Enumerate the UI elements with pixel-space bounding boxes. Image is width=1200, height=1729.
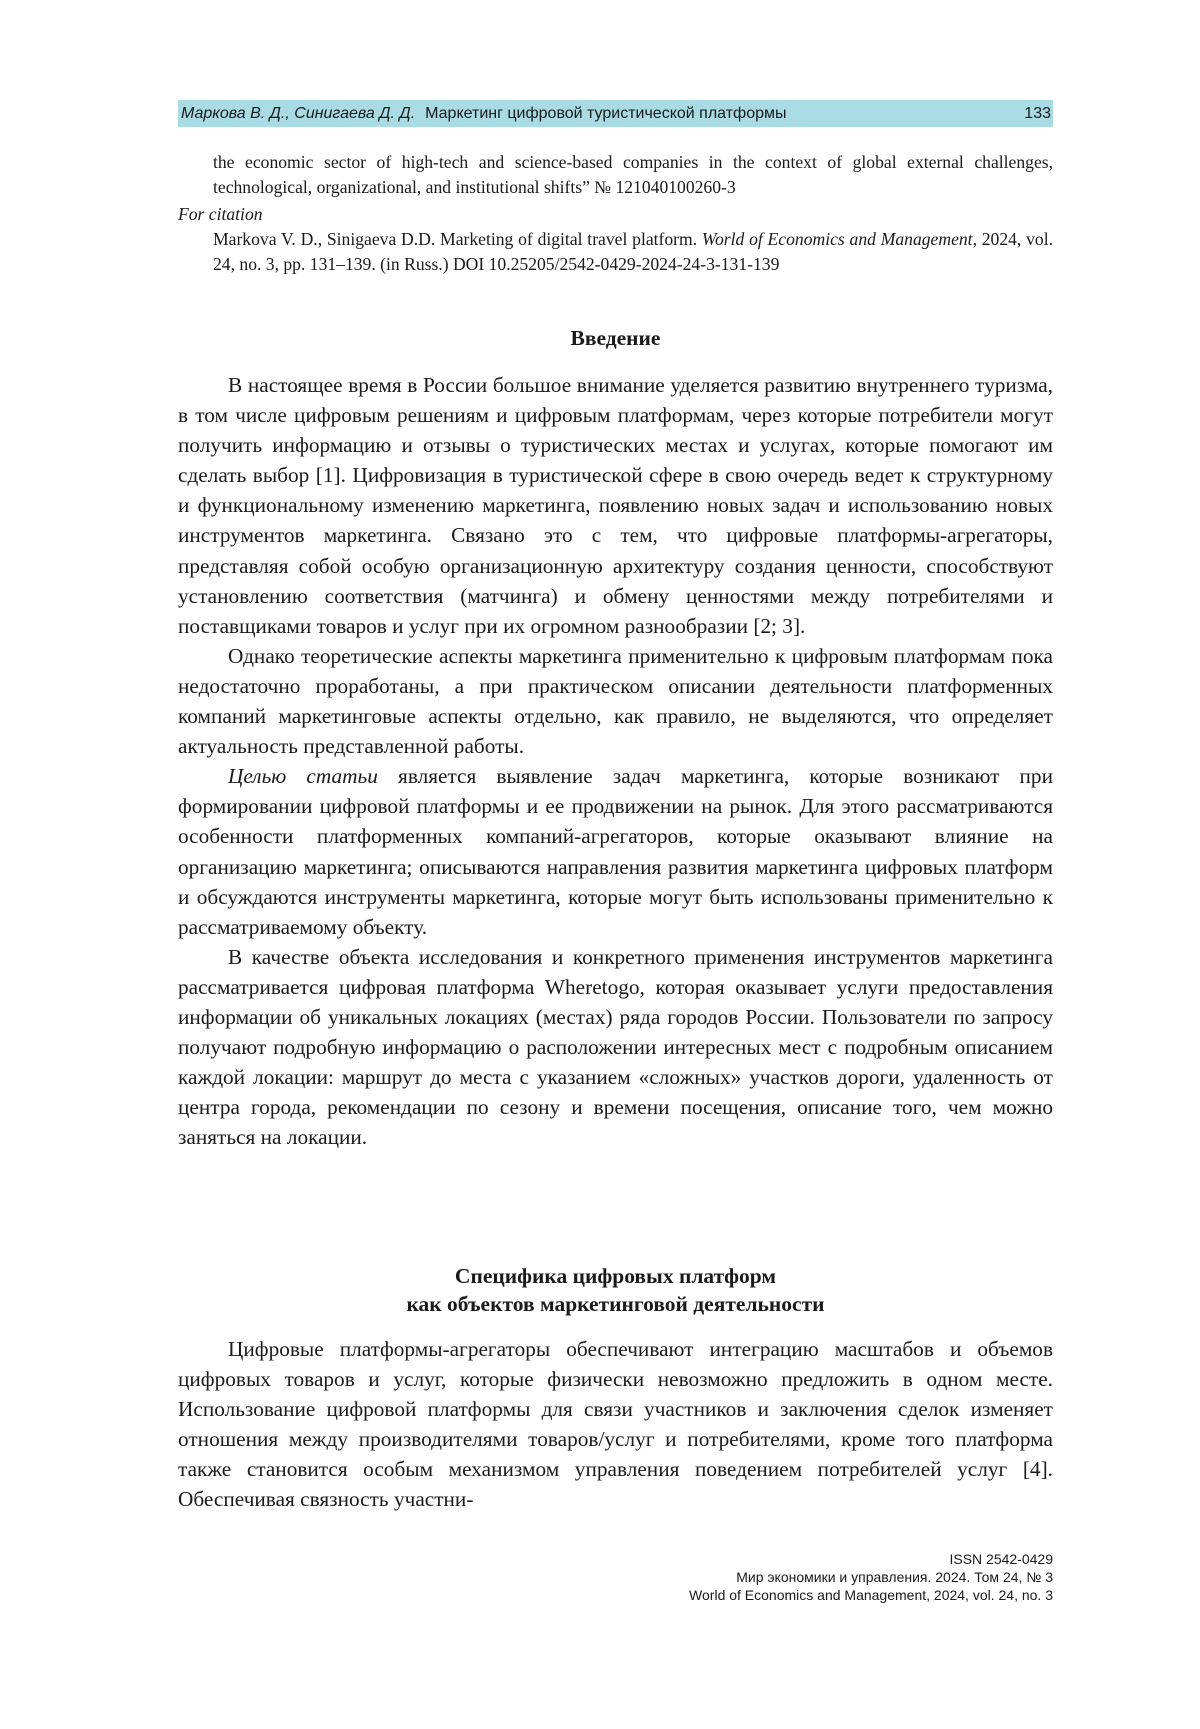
footer-journal-ru: Мир экономики и управления. 2024. Том 24, № 3: [736, 1569, 1053, 1585]
funding-text: the economic sector of high-tech and science-based companies in the context of global external challenges, technological, organizational, and institutional shifts” № 121040100260-3: [213, 152, 1053, 197]
paragraph: В качестве объекта исследования и конкретного применения инструментов маркетинга рассматривается цифровая платформа Wheretogo, которая оказывает услуги предоставления информации об уникальных локациях (местах) ряда городов России. Пользователи по запросу получают подробную информацию о расположении интересных мест с подробным описанием каждой локации: маршрут до места с указанием «сложных» участков дороги, удаленность от центра города, рекомендации по сезону и времени посещения, описание того, чем можно заняться на локации.: [178, 944, 1053, 1150]
page-number: 133: [1024, 104, 1051, 122]
footer-journal-en: World of Economics and Management, 2024, vol. 24, no. 3: [689, 1587, 1053, 1603]
citation-text: Markova V. D., Sinigaeva D.D. Marketing of digital travel platform. World of Economics and Management, 2024, vol. 24, no. 3, pp. 131–139. (in Russ.) DOI 10.25205/2542-0429-2024-24-3-131-139: [213, 229, 1053, 274]
front-matter: [178, 150, 1053, 277]
citation-journal: World of Economics and Management: [701, 229, 973, 249]
section-heading-platforms: Специфика цифровых платформ как объектов маркетинговой деятельности: [406, 1264, 825, 1316]
running-header: [178, 100, 1053, 127]
section-platform-specifics: [178, 1262, 1053, 1515]
header-authors: Маркова В. Д., Синигаева Д. Д.: [181, 104, 416, 122]
paragraph: Однако теоретические аспекты маркетинга применительно к цифровым платформам пока недостаточно проработаны, а при практическом описании деятельности платформенных компаний маркетинговые аспекты отдельно, как правило, не выделяются, что определяет актуальность представленной работы.: [178, 643, 1053, 759]
paragraph: Цифровые платформы-агрегаторы обеспечивают интеграцию масштабов и объемов цифровых товаров и услуг, которые физически невозможно предложить в одном месте. Использование цифровой платформы для связи участников и заключения сделок изменяет отношения между производителями товаров/услуг и потребителями, кроме того платформа также становится особым механизмом управления поведением потребителей услуг [4]. Обеспечивая связность участни-: [178, 1337, 1053, 1512]
header-title: Маркетинг цифровой туристической платформы: [425, 104, 787, 122]
paragraph: В настоящее время в России большое внимание уделяется развитию внутреннего туризма, в том числе цифровым решениям и цифровым платформам, через которые потребители могут получить информацию и отзывы о туристических местах и услугах, которые помогают им сделать выбор [1]. Цифровизация в туристической сфере в свою очередь ведет к структурному и функциональному изменению маркетинга, появлению новых задач и использованию новых инструментов маркетинга. Связано это с тем, что цифровые платформы-агрегаторы, представляя собой особую организационную архитектуру создания ценности, способствуют установлению соответствия (матчинга) и обмену ценностями между потребителями и поставщиками товаров и услуг при их огромном разнообразии [2; 3].: [178, 373, 1053, 638]
citation-label: For citation: [178, 204, 263, 224]
journal-footer: [689, 1550, 1053, 1604]
footer-issn: ISSN 2542-0429: [949, 1551, 1053, 1567]
section-heading-introduction: Введение: [570, 326, 661, 350]
section-introduction: [178, 324, 1053, 1152]
paragraph: Целью статьи является выявление задач маркетинга, которые возникают при формировании цифровой платформы и ее продвижении на рынок. Для этого рассматриваются особенности платформенных компаний-агрегаторов, которые оказывают влияние на организацию маркетинга; описываются направления развития маркетинга цифровых платформ и обсуждаются инструменты маркетинга, которые могут быть использованы применительно к рассматриваемому объекту.: [178, 764, 1053, 939]
emphasis-text: Целью статьи: [228, 764, 378, 789]
